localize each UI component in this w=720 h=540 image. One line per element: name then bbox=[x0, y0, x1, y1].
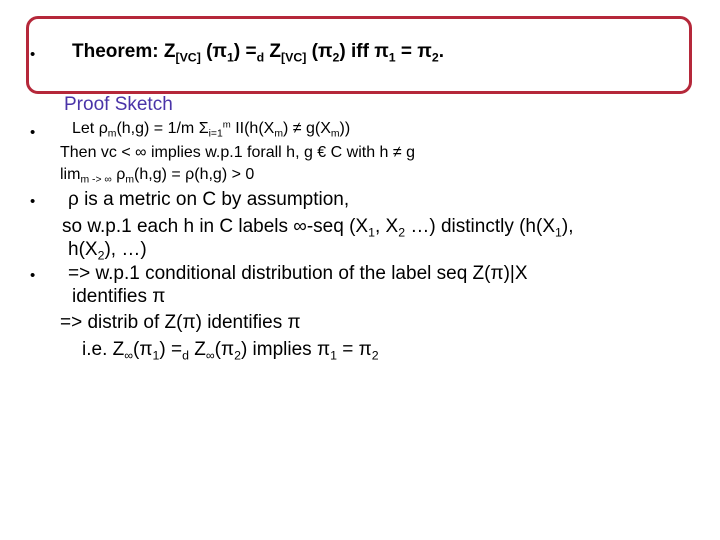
bullet3-line1: => w.p.1 conditional distribution of the label seq Z(π)|X bbox=[68, 263, 528, 284]
bullet3-line3: => distrib of Z(π) identifies π bbox=[60, 312, 301, 333]
bullet1-line2: Then vc < ∞ implies w.p.1 forall h, g € C with h ≠ g bbox=[60, 144, 416, 161]
bullet-2: • bbox=[30, 193, 36, 210]
bullet2-line1: ρ is a metric on C by assumption, bbox=[68, 189, 350, 210]
bullet-3: • bbox=[30, 267, 36, 284]
proof-sketch-heading: Proof Sketch bbox=[64, 94, 173, 115]
bullet1-line3: $\lim_{m -> \infty} \rho_m(h,g) = \rho(h,g) > 0$ bbox=[60, 166, 255, 186]
bullet2-line3: $h(X_2)$, …) bbox=[68, 239, 147, 263]
theorem-bullet: • bbox=[30, 46, 36, 63]
bullet-1: • bbox=[30, 124, 36, 141]
bullet1-line1: Let $\rho_m(h,g) = 1/m$ $\Sigma_{i=1}^m$ $II(h(X_m) \ne g(X_m))$ bbox=[72, 119, 351, 140]
bullet3-line2: identifies π bbox=[72, 286, 166, 307]
bullet2-line2: so w.p.1 each h in C labels ∞-seq ($X_1$, $X_2$ …) distinctly ($h(X_1)$, bbox=[62, 216, 574, 240]
theorem-statement: Theorem: $Z_{[VC]}$ $(\pi_1) =_d$ $Z_{[VC]}$ $(\pi_2)$ iff $\pi_1 = \pi_2$. bbox=[72, 41, 445, 65]
bullet3-line4: i.e. $Z_\infty(\pi_1) =_d$ $Z_\infty(\pi_2)$ implies $\pi_1 = \pi_2$ bbox=[82, 339, 379, 363]
